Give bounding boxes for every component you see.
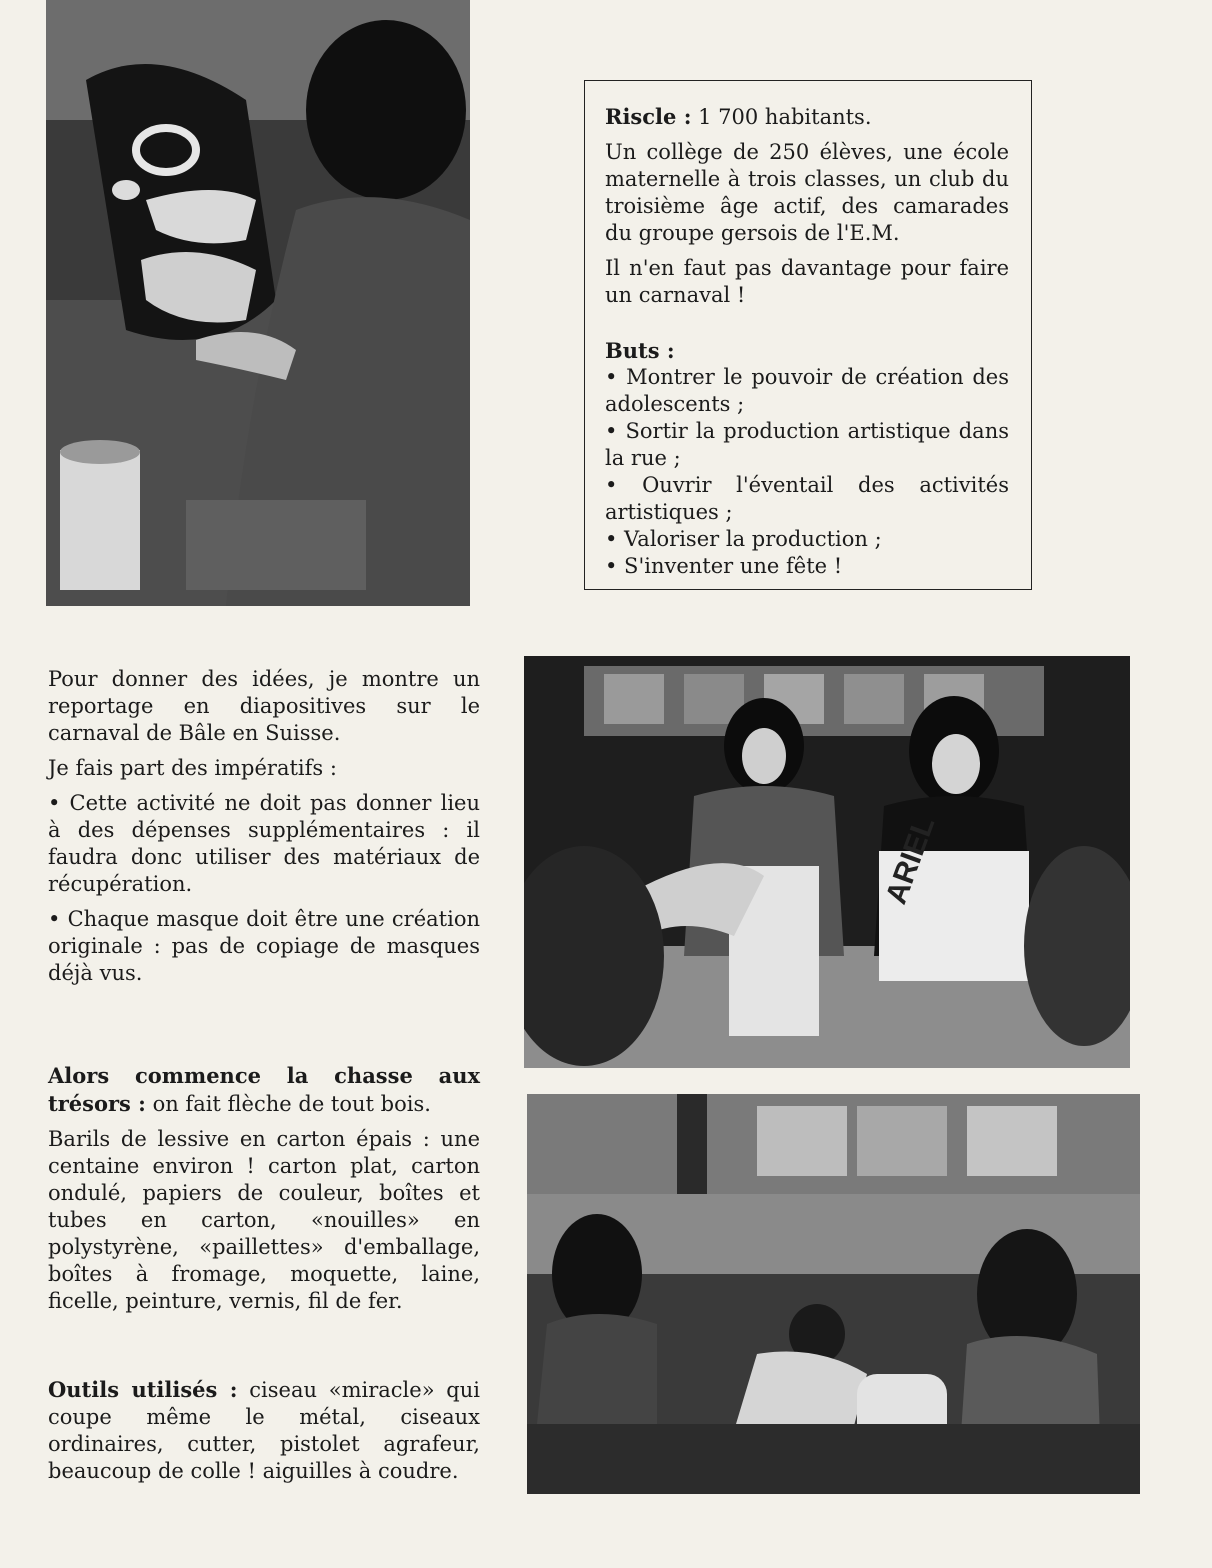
riscle-population: 1 700 habitants. — [691, 105, 872, 129]
photo-classroom-workshop — [527, 1094, 1140, 1494]
treasure-hunt-heading: Alors commence la chasse aux trésors : — [48, 1063, 480, 1116]
text-column-materials — [48, 1062, 480, 1323]
paragraph-treasure-hunt — [48, 1062, 480, 1118]
paragraph-imperatives: Je fais part des impératifs : — [48, 756, 337, 780]
photo-boy-painting-mask — [46, 0, 470, 606]
paragraph-original-mask: • Chaque masque doit être une création originale : pas de copiage de masques déjà vus. — [48, 907, 480, 985]
paragraph-slides: Pour donner des idées, je montre un reportage en diapositives sur le carnaval de Bâle en Suisse. — [48, 667, 480, 745]
treasure-hunt-text: on fait flèche de tout bois. — [145, 1092, 431, 1116]
goals-list — [605, 364, 1009, 580]
goal-item: • Sortir la production artistique dans la rue ; — [605, 419, 1009, 470]
infobox-conclusion: Il n'en faut pas davantage pour faire un carnaval ! — [605, 256, 1009, 307]
goal-item: • Montrer le pouvoir de création des adolescents ; — [605, 365, 1009, 416]
goals-heading: Buts : — [605, 338, 675, 363]
goal-item: • Ouvrir l'éventail des activités artistiques ; — [605, 473, 1009, 524]
paragraph-tools — [48, 1376, 480, 1485]
goal-item: • Valoriser la production ; — [605, 527, 882, 551]
ariel-box-label: ARIEL — [879, 812, 942, 909]
goal-item: • S'inventer une fête ! — [605, 554, 843, 578]
riscle-label: Riscle : — [605, 104, 692, 129]
paragraph-no-expense: • Cette activité ne doit pas donner lieu à des dépenses supplémentaires : il faudra donc utiliser des matériaux de récupération. — [48, 791, 480, 896]
tools-text: ciseau «miracle» qui coupe même le métal, ciseaux ordinaires, cutter, pistolet agrafeur, beaucoup de colle ! aiguilles à coudre. — [48, 1378, 480, 1483]
riscle-line — [605, 103, 1009, 131]
paragraph-materials-list: Barils de lessive en carton épais : une centaine environ ! carton plat, carton ondulé, papiers de couleur, boîtes et tubes en carton, «nouilles» en polystyrène, «paillettes» d'emballage, boîtes à fromage, moquette, laine, ficelle, peinture, vernis, fil de fer. — [48, 1127, 480, 1313]
text-column-intro — [48, 666, 480, 995]
tools-heading: Outils utilisés : — [48, 1377, 238, 1402]
text-column-tools — [48, 1376, 480, 1493]
infobox-description: Un collège de 250 élèves, une école maternelle à trois classes, un club du troisième âge actif, des camarades du groupe gersois de l'E.M. — [605, 140, 1009, 245]
info-box — [584, 80, 1032, 590]
photo-girls-with-boxes — [524, 656, 1130, 1068]
